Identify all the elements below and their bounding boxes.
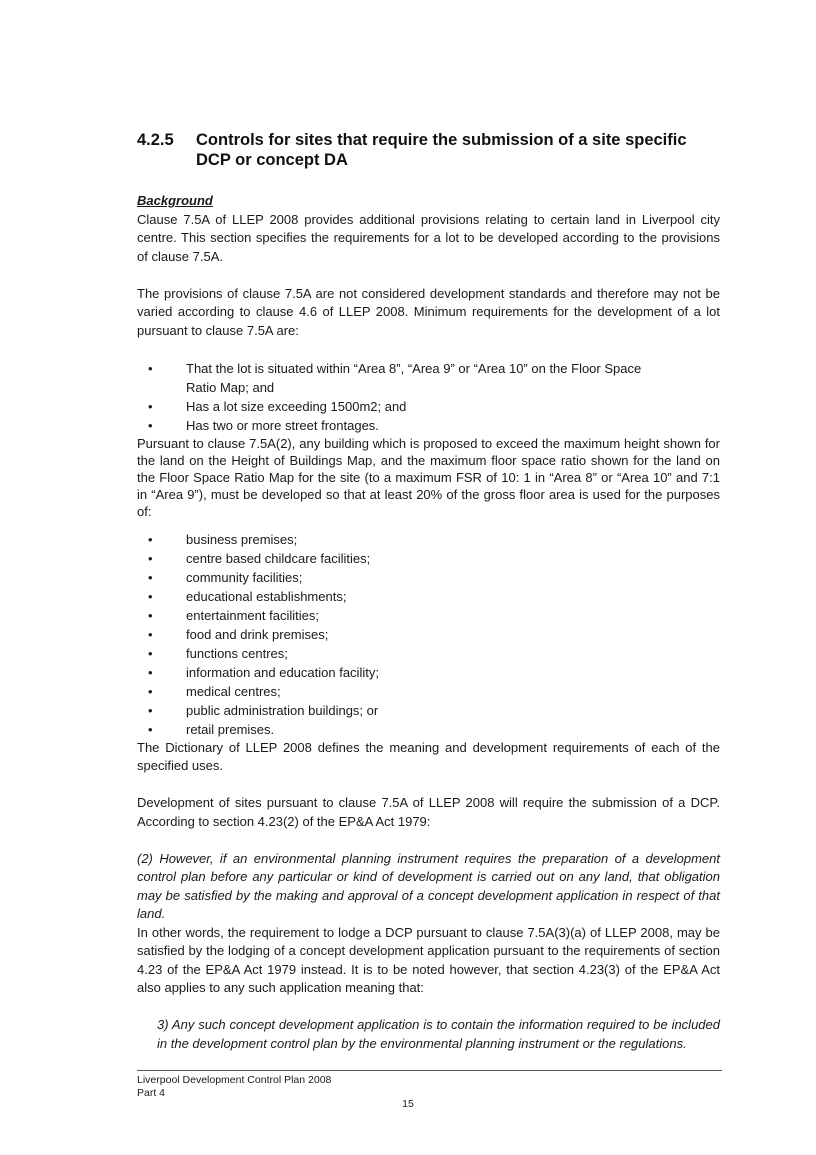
background-heading: Background [137,193,213,208]
requirement-item-text: That the lot is situated within “Area 8”, “Area 9” or “Area 10” on the Floor Space Ratio Map; and [186,360,642,395]
use-item [137,663,720,682]
section-title: Controls for sites that require the submission of a site specific DCP or concept DA [196,131,687,169]
bullet-icon: • [148,702,153,718]
bullet-icon: • [148,626,153,642]
page-content [137,130,720,1053]
use-item-text: medical centres; [186,683,281,699]
quote-section-4-23-2: (2) However, if an environmental planning instrument requires the preparation of a development control plan before any particular or kind of development is carried out on any land, that obligation may be satisfied by the making and approval of a concept development application in respect of that land. [137,850,720,921]
paragraph-other-words: In other words, the requirement to lodge a DCP pursuant to clause 7.5A(3)(a) of LLEP 2008, may be satisfied by the lodging of a concept development application pursuant to the requirements of section 4.23 of the EP&A Act 1979 instead. It is to be noted however, that section 4.23(3) of the EP&A Act also applies to any such application meaning that: [137,924,720,995]
bullet-icon: • [148,721,153,737]
use-item [137,720,720,739]
requirements-list [137,359,720,435]
bullet-icon: • [148,664,153,680]
use-item [137,644,720,663]
bullet-icon: • [148,398,153,414]
uses-list [137,530,720,739]
requirement-item [137,397,720,416]
use-item-text: business premises; [186,531,298,547]
section-heading [137,130,720,170]
use-item [137,587,720,606]
use-item-text: food and drink premises; [186,626,329,642]
footer-document-title: Liverpool Development Control Plan 2008 [137,1074,332,1086]
use-item-text: functions centres; [186,645,288,661]
paragraph-dcp-submission: Development of sites pursuant to clause 7.5A of LLEP 2008 will require the submission of a DCP. According to section 4.23(2) of the EP&A Act 1979: [137,795,720,829]
use-item [137,625,720,644]
use-item [137,606,720,625]
use-item-text: retail premises. [186,721,275,737]
use-item [137,682,720,701]
requirement-item-text: Has a lot size exceeding 1500m2; and [186,398,407,414]
bullet-icon: • [148,417,153,433]
bullet-icon: • [148,683,153,699]
use-item [137,530,720,549]
footer-part: Part 4 [137,1086,166,1099]
use-item-text: educational establishments; [186,588,347,604]
paragraph-dictionary: The Dictionary of LLEP 2008 defines the meaning and development requirements of each of the specified uses. [137,739,720,773]
use-item [137,701,720,720]
bullet-icon: • [148,550,153,566]
use-item-text: community facilities; [186,569,303,585]
use-item-text: entertainment facilities; [186,607,319,623]
bullet-icon: • [148,360,153,376]
quote-section-4-23-3: 3) Any such concept development application is to contain the information required to be included in the development control plan by the environmental planning instrument or the regulations. [157,1017,720,1051]
use-item-text: centre based childcare facilities; [186,550,371,566]
use-item-text: information and education facility; [186,664,379,680]
bullet-icon: • [148,569,153,585]
requirement-item [137,416,720,435]
bullet-icon: • [148,531,153,547]
bullet-icon: • [148,588,153,604]
bullet-icon: • [148,607,153,623]
paragraph-intro: Clause 7.5A of LLEP 2008 provides additional provisions relating to certain land in Liverpool city centre. This section specifies the requirements for a lot to be developed according to the provisions of clause 7.5A. [137,211,720,264]
page-footer [137,1070,722,1099]
use-item-text: public administration buildings; or [186,702,379,718]
requirement-item [137,359,720,397]
section-number: 4.2.5 [137,131,174,149]
requirement-item-text: Has two or more street frontages. [186,417,379,433]
paragraph-requirements-intro: The provisions of clause 7.5A are not considered development standards and therefore may not be varied according to clause 4.6 of LLEP 2008. Minimum requirements for the development of a lot pursuant to clause 7.5A are: [137,285,720,338]
paragraph-pursuant: Pursuant to clause 7.5A(2), any building which is proposed to exceed the maximum height shown for the land on the Height of Buildings Map, and the maximum floor space ratio shown for the land on the Floor Space Ratio Map for the site (to a maximum FSR of 10: 1 in “Area 8” or “Area 10” and 7:1 in “Area 9”), must be developed so that at least 20% of the gross floor area is used for the purposes of: [137,435,720,519]
page-number: 15 [402,1098,414,1110]
use-item [137,549,720,568]
bullet-icon: • [148,645,153,661]
use-item [137,568,720,587]
